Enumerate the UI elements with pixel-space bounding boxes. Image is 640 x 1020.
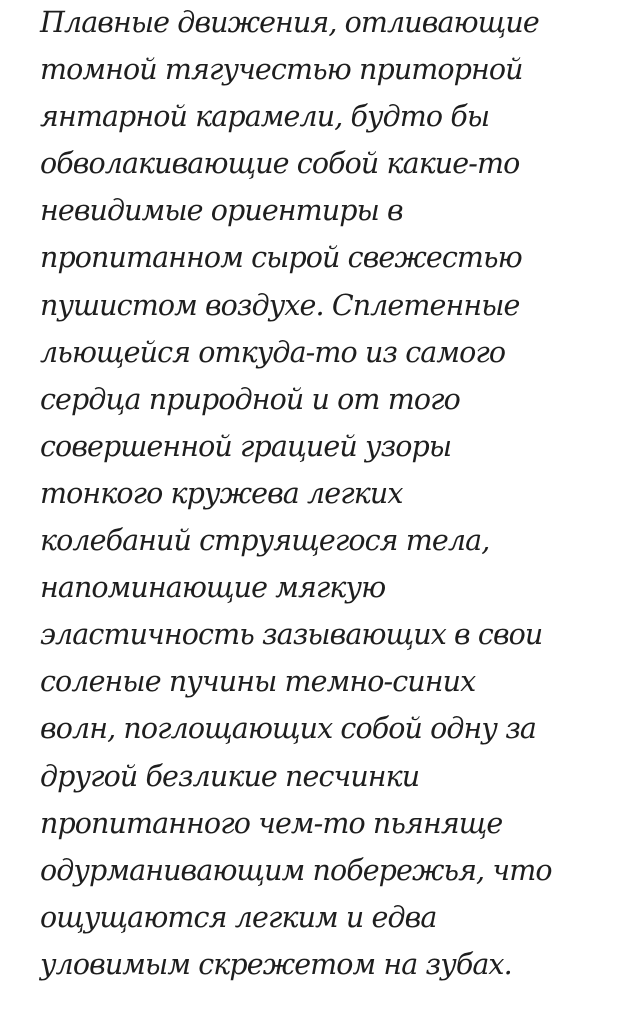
text-line: пропитанного чем-то пьяняще: [40, 806, 503, 840]
text-line: сердца природной и от того: [40, 382, 460, 416]
paragraph: [40, 0, 630, 989]
text-line: уловимым скрежетом на зубах.: [40, 947, 512, 981]
text-line: пушистом воздухе. Сплетенные: [40, 288, 520, 322]
text-line: другой безликие песчинки: [40, 759, 420, 793]
text-line: янтарной карамели, будто бы: [40, 100, 490, 134]
text-line: соленые пучины темно-синих: [40, 665, 476, 699]
text-line: волн, поглощающих собой одну за: [40, 712, 536, 746]
text-line: тонкого кружева легких: [40, 476, 403, 510]
text-line: льющейся откуда-то из самого: [40, 335, 506, 369]
text-line: совершенной грацией узоры: [40, 429, 452, 463]
text-line: эластичность зазывающих в свои: [40, 618, 543, 652]
text-line: Плавные движения, отливающие: [40, 6, 539, 39]
text-line: пропитанном сырой свежестью: [40, 241, 522, 275]
text-line: одурманивающим побережья, что: [40, 853, 552, 887]
text-line: ощущаются легким и едва: [40, 900, 437, 934]
article-text: [40, 0, 630, 989]
text-line: невидимые ориентиры в: [40, 194, 403, 228]
text-line: колебаний струящегося тела,: [40, 524, 490, 558]
text-line: обволакивающие собой какие-то: [40, 147, 520, 181]
text-line: напоминающие мягкую: [40, 571, 386, 605]
text-line: томной тягучестью приторной: [40, 53, 523, 87]
